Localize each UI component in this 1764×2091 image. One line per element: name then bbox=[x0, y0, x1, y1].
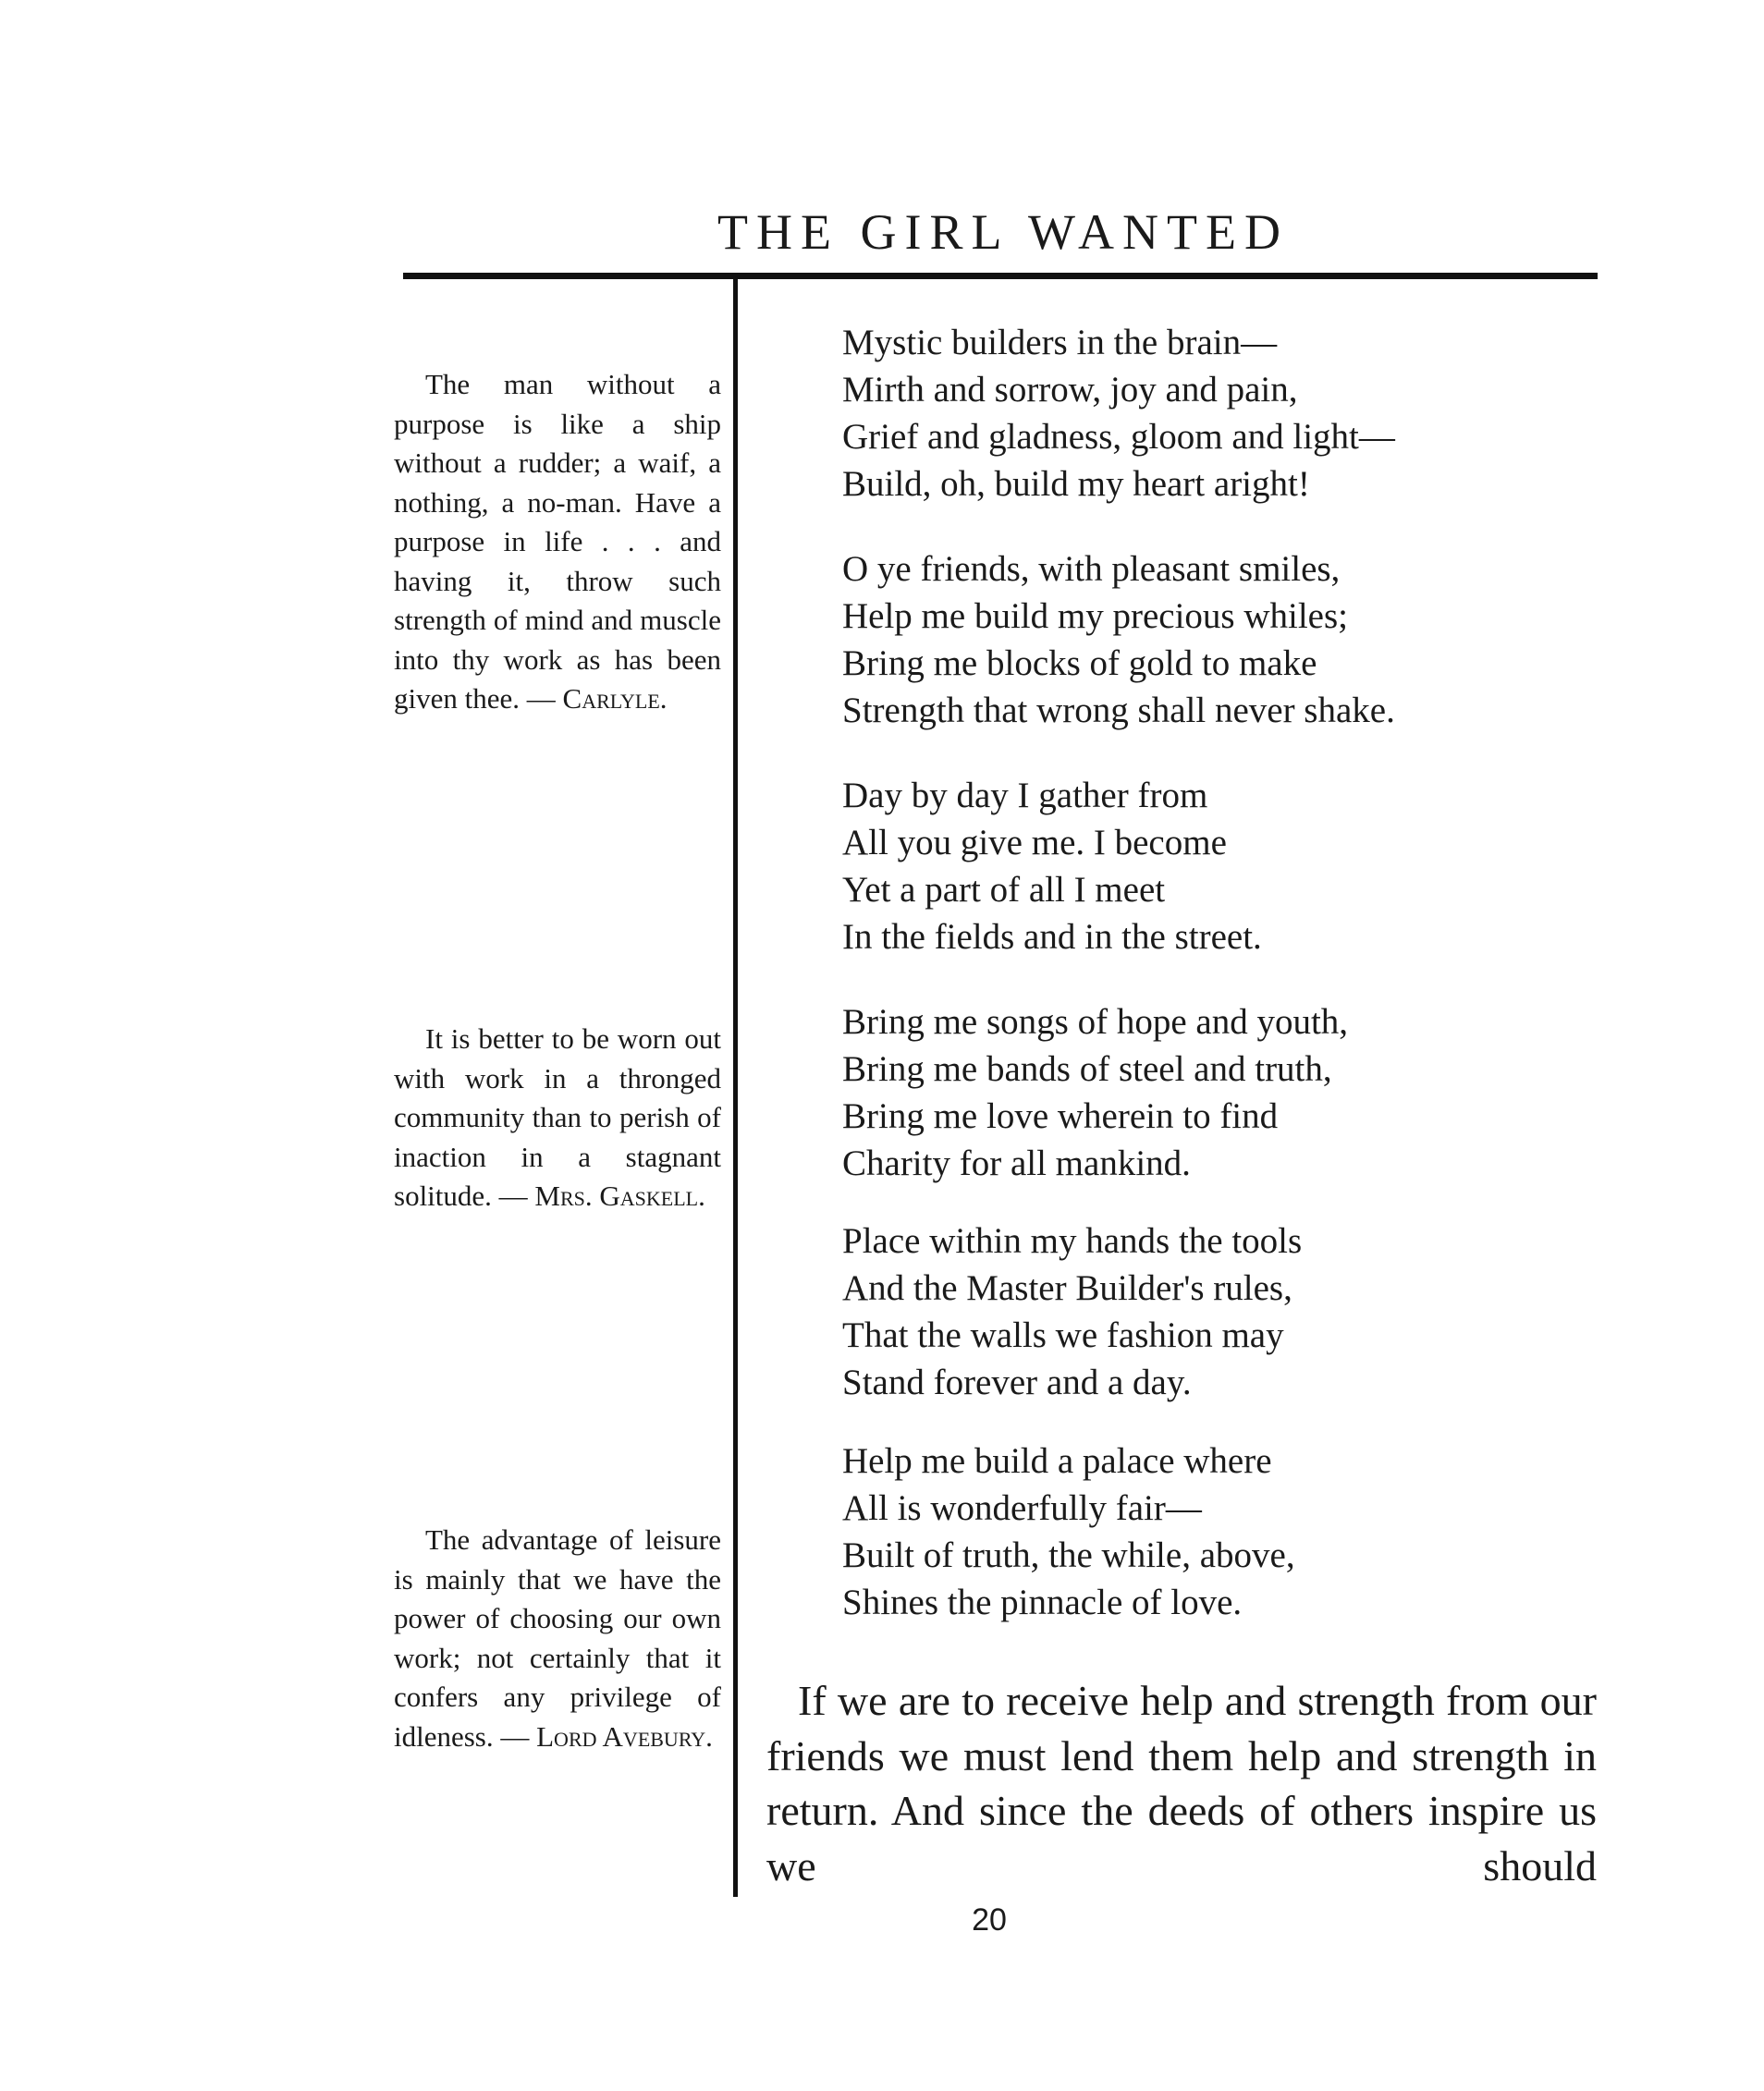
poem-line: Place within my hands the tools bbox=[842, 1221, 1303, 1261]
poem-line: Bring me bands of steel and truth, bbox=[842, 1049, 1332, 1089]
quote-author: Mrs. Gaskell. bbox=[534, 1180, 705, 1212]
sidebar-quote bbox=[394, 365, 721, 719]
poem-line: In the fields and in the street. bbox=[842, 917, 1262, 957]
poem-line: Charity for all mankind. bbox=[842, 1143, 1191, 1183]
poem-line: Stand forever and a day. bbox=[842, 1363, 1192, 1402]
poem-line: Bring me love wherein to find bbox=[842, 1096, 1279, 1136]
quote-text: The advantage of leisure is mainly that we have the power of choosing our own work; not certainly that it confers any privilege of idleness. — bbox=[394, 1523, 721, 1753]
poem-line: All you give me. I become bbox=[842, 823, 1227, 862]
poem-line: Strength that wrong shall never shake. bbox=[842, 691, 1395, 730]
prose-text: If we are to receive help and strength from our friends we must lend them help and strength in return. And since the deeds of others inspire us we should bbox=[766, 1677, 1597, 1889]
sidebar-quote bbox=[394, 1521, 721, 1756]
poem-stanza bbox=[842, 998, 1348, 1187]
header-rule bbox=[403, 273, 1598, 279]
poem-line: That the walls we fashion may bbox=[842, 1315, 1284, 1355]
poem-stanza bbox=[842, 545, 1395, 734]
column-divider bbox=[733, 277, 738, 1897]
quote-author: Lord Avebury. bbox=[536, 1719, 713, 1753]
poem-line: And the Master Builder's rules, bbox=[842, 1268, 1292, 1308]
poem-line: Day by day I gather from bbox=[842, 776, 1208, 815]
poem-line: Help me build my precious whiles; bbox=[842, 596, 1348, 636]
poem-line: Grief and gladness, gloom and light— bbox=[842, 417, 1395, 457]
poem-line: Bring me songs of hope and youth, bbox=[842, 1002, 1349, 1042]
running-head: THE GIRL WANTED bbox=[717, 204, 1289, 260]
page-number: 20 bbox=[972, 1902, 1007, 1938]
poem-line: Help me build a palace where bbox=[842, 1441, 1272, 1481]
poem-line: Mirth and sorrow, joy and pain, bbox=[842, 370, 1298, 410]
poem-line: Shines the pinnacle of love. bbox=[842, 1583, 1243, 1622]
poem-line: O ye friends, with pleasant smiles, bbox=[842, 549, 1341, 589]
poem-stanza bbox=[842, 772, 1262, 960]
poem-line: Built of truth, the while, above, bbox=[842, 1535, 1295, 1575]
poem-stanza bbox=[842, 1217, 1302, 1406]
poem-line: Yet a part of all I meet bbox=[842, 870, 1166, 910]
poem-stanza bbox=[842, 1437, 1295, 1626]
poem-line: Mystic builders in the brain— bbox=[842, 323, 1278, 362]
prose-paragraph bbox=[766, 1673, 1597, 1893]
poem-line: Bring me blocks of gold to make bbox=[842, 643, 1317, 683]
quote-author: Carlyle. bbox=[562, 682, 668, 715]
quote-text: The man without a purpose is like a ship without a rudder; a waif, a nothing, a no-man. Have a purpose in life . . . and having it, throw such strength of mind and muscle into thy work as has been given thee. — bbox=[394, 368, 721, 715]
poem-stanza bbox=[842, 319, 1395, 507]
sidebar-quote bbox=[394, 1020, 721, 1217]
poem-line: Build, oh, build my heart aright! bbox=[842, 464, 1310, 504]
poem-line: All is wonderfully fair— bbox=[842, 1488, 1202, 1528]
quote-text: It is better to be worn out with work in a thronged community than to perish of inaction in a stagnant solitude. — bbox=[394, 1022, 721, 1212]
